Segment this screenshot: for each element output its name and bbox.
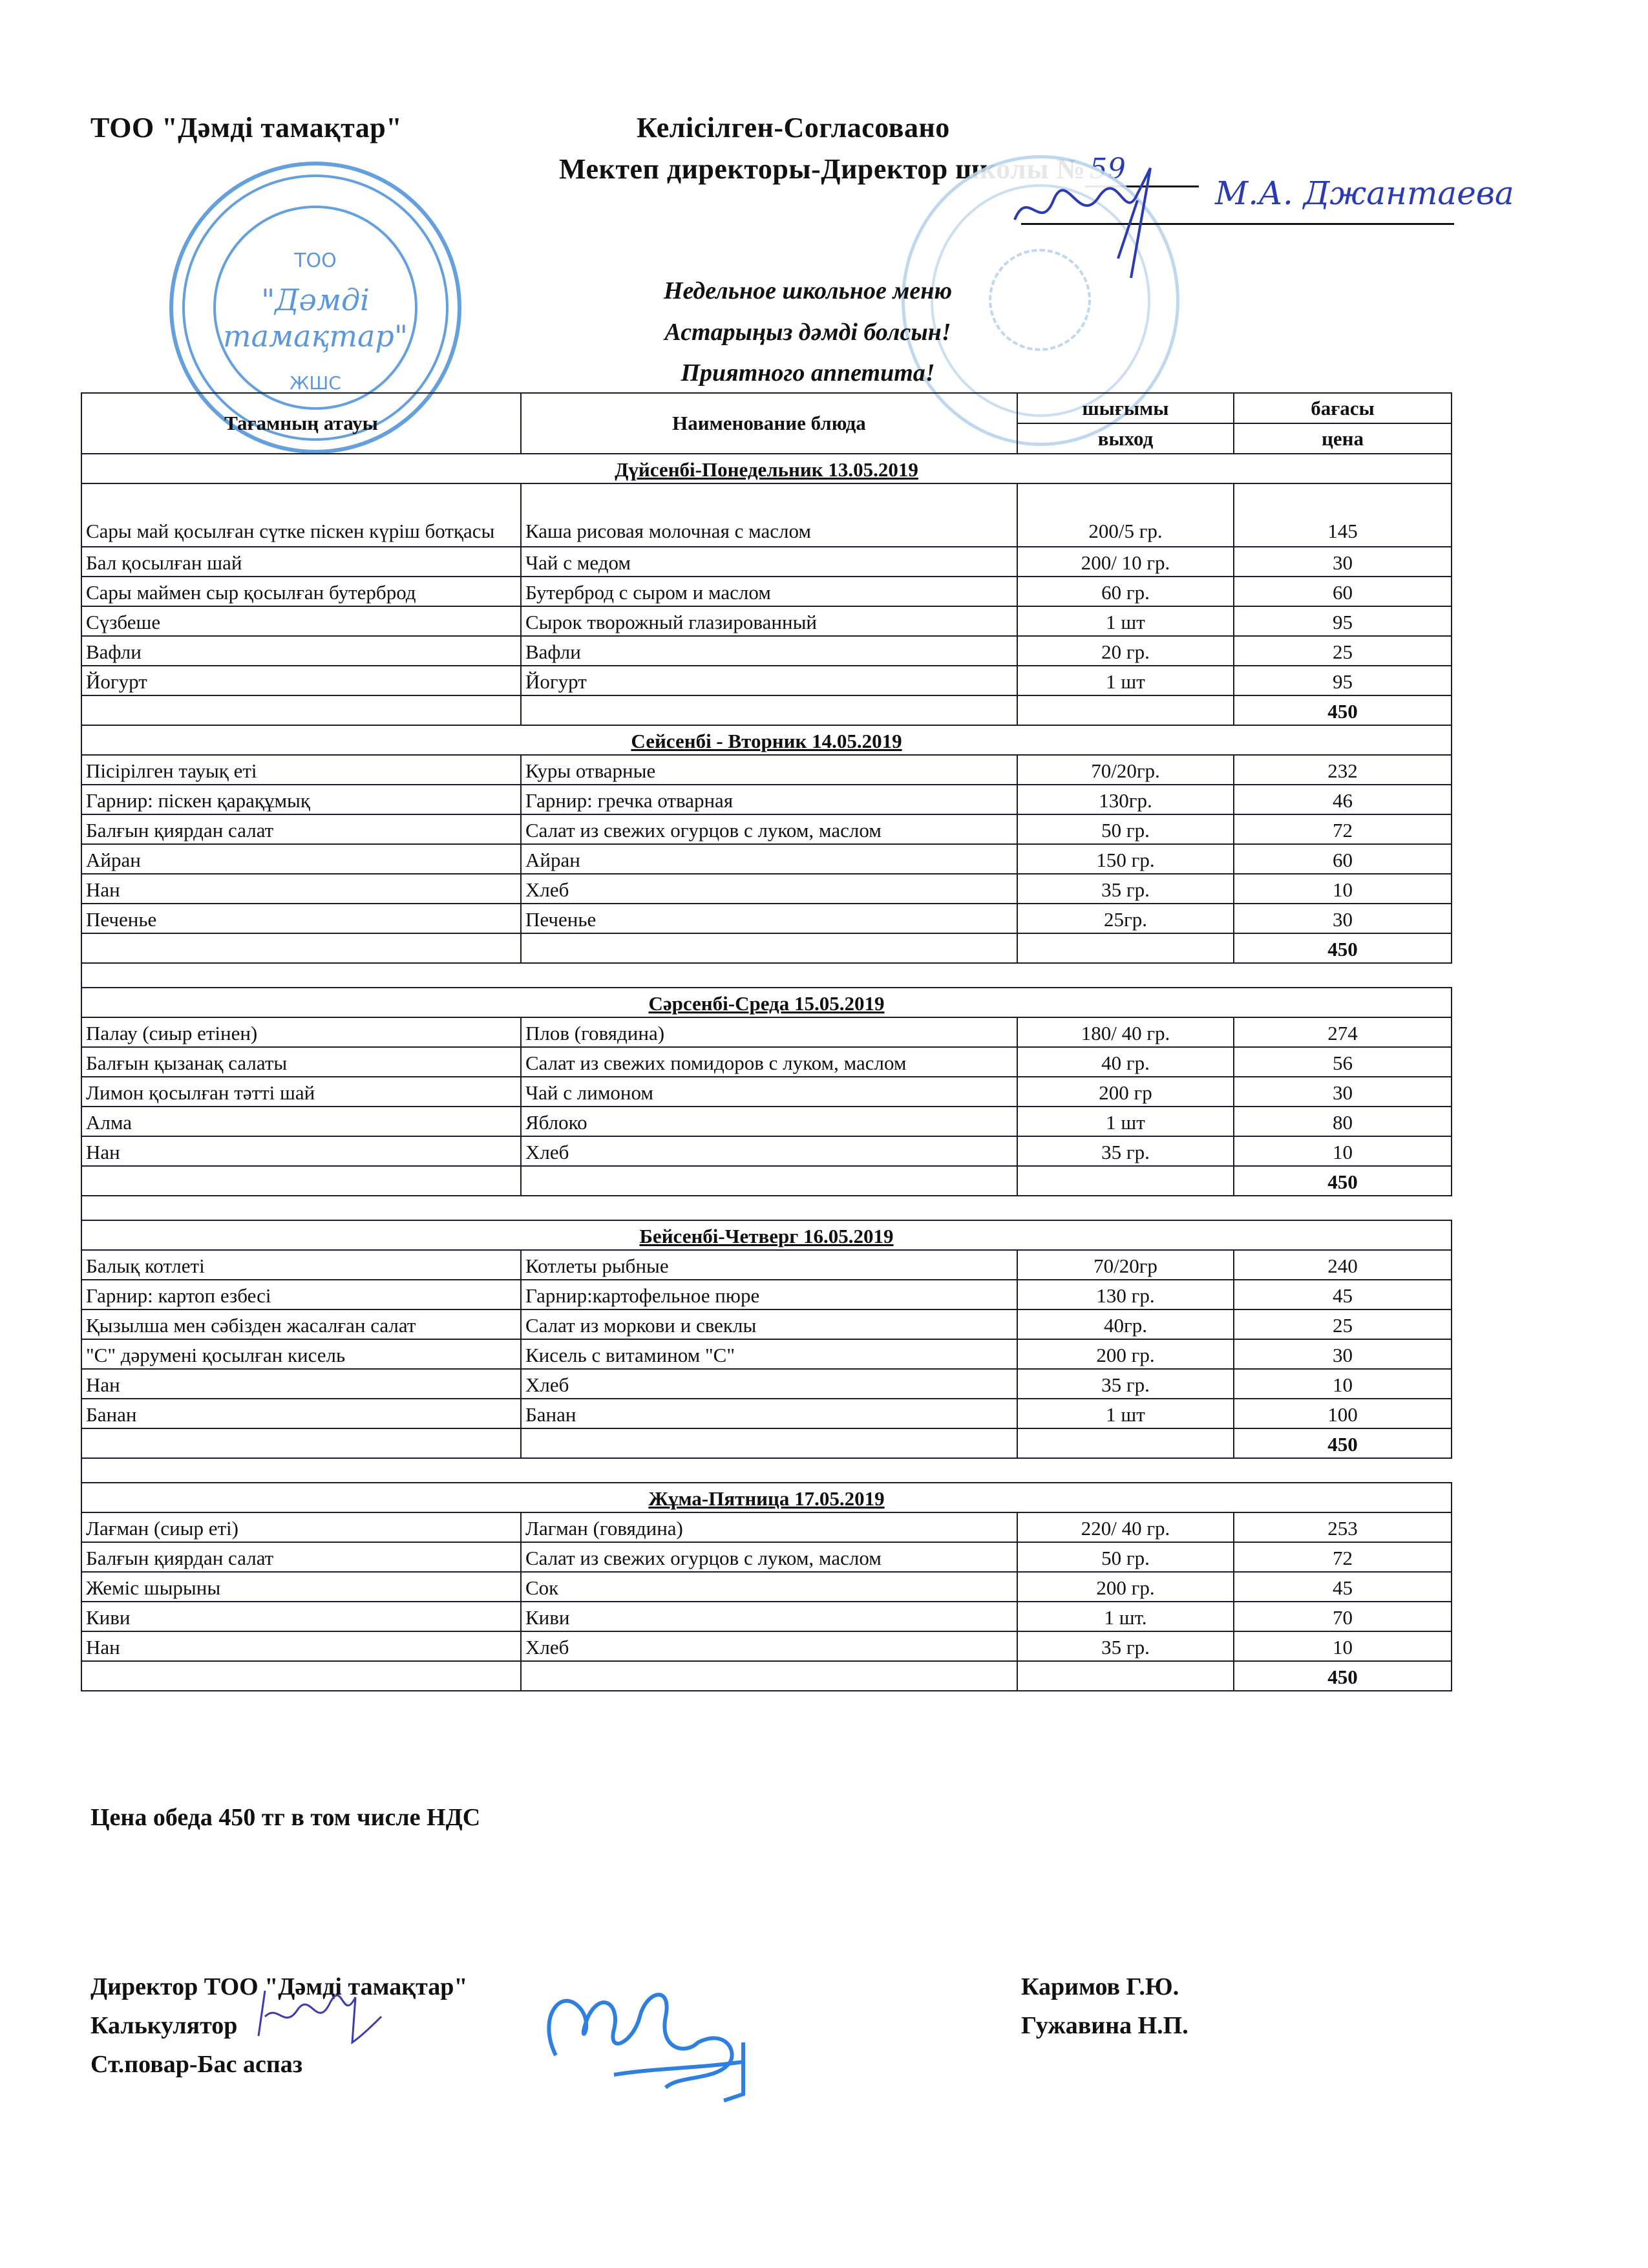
table-row [81, 606, 1452, 636]
table-row [81, 1309, 1452, 1339]
dish-name-ru: Кисель с витамином "С" [521, 1339, 1017, 1369]
table-row [81, 577, 1452, 606]
day-title: Дүйсенбі-Понедельник 13.05.2019 [615, 458, 918, 481]
dish-name-kk: Йогурт [81, 666, 521, 695]
total-row [81, 695, 1452, 725]
stamp-middle-text [173, 282, 458, 354]
dish-name-kk: "С" дәрумені қосылған кисель [81, 1339, 521, 1369]
table-row [81, 874, 1452, 904]
total-row [81, 1428, 1452, 1458]
dish-price: 25 [1234, 1309, 1452, 1339]
day-total-price: 450 [1234, 1166, 1452, 1196]
dish-name-kk: Нан [81, 1369, 521, 1399]
dish-name-ru: Киви [521, 1602, 1017, 1631]
dish-price: 10 [1234, 1136, 1452, 1166]
day-title: Сейсенбі - Вторник 14.05.2019 [631, 730, 902, 752]
total-empty-3 [1017, 1166, 1234, 1196]
dish-name-ru: Айран [521, 844, 1017, 874]
dish-name-kk: Киви [81, 1602, 521, 1631]
dish-name-ru: Хлеб [521, 1631, 1017, 1661]
dish-price: 274 [1234, 1017, 1452, 1047]
dish-yield: 50 гр. [1017, 1542, 1234, 1572]
dish-yield: 1 шт. [1017, 1602, 1234, 1631]
dish-price: 30 [1234, 904, 1452, 933]
dish-name-kk: Балғын қиярдан салат [81, 1542, 521, 1572]
day-header-cell [81, 1483, 1452, 1512]
dish-yield: 70/20гр [1017, 1250, 1234, 1280]
total-empty-3 [1017, 695, 1234, 725]
dish-yield: 130гр. [1017, 785, 1234, 814]
table-header-row [81, 393, 1452, 423]
dish-price: 72 [1234, 814, 1452, 844]
dish-name-ru: Чай с медом [521, 547, 1017, 577]
director-company-signature-icon [536, 1978, 795, 2107]
dish-name-ru: Хлеб [521, 1369, 1017, 1399]
table-row [81, 785, 1452, 814]
day-total-price: 450 [1234, 1661, 1452, 1691]
total-empty-1 [81, 1166, 521, 1196]
dish-name-kk: Қызылша мен сәбізден жасалған салат [81, 1309, 521, 1339]
day-header-row [81, 988, 1452, 1017]
dish-name-kk: Айран [81, 844, 521, 874]
day-gap [81, 1458, 1452, 1483]
total-row [81, 1661, 1452, 1691]
menu-title: Недельное школьное меню [663, 277, 953, 304]
dish-yield: 200/ 10 гр. [1017, 547, 1234, 577]
dish-name-ru: Салат из свежих огурцов с луком, маслом [521, 1542, 1017, 1572]
dish-price: 30 [1234, 547, 1452, 577]
table-row [81, 1017, 1452, 1047]
dish-price: 145 [1234, 483, 1452, 547]
table-row [81, 1631, 1452, 1661]
col-header-price-ru: цена [1234, 423, 1452, 454]
dish-name-ru: Печенье [521, 904, 1017, 933]
school-number: 59 [1085, 153, 1199, 187]
total-empty-1 [81, 1428, 521, 1458]
total-empty-3 [1017, 933, 1234, 963]
table-row [81, 636, 1452, 666]
stamp-middle-line2: тамақтар" [222, 319, 408, 354]
dish-yield: 200/5 гр. [1017, 483, 1234, 547]
dish-yield: 35 гр. [1017, 1631, 1234, 1661]
day-title: Сәрсенбі-Среда 15.05.2019 [648, 992, 885, 1015]
table-row [81, 1280, 1452, 1309]
dish-price: 72 [1234, 1542, 1452, 1572]
table-row [81, 1107, 1452, 1136]
dish-price: 10 [1234, 1631, 1452, 1661]
day-header-cell [81, 454, 1452, 483]
dish-price: 45 [1234, 1572, 1452, 1602]
dish-price: 25 [1234, 636, 1452, 666]
dish-yield: 40 гр. [1017, 1047, 1234, 1077]
dish-name-kk: Жеміс шырыны [81, 1572, 521, 1602]
table-row [81, 483, 1452, 547]
stamp-top-text: ТОО [294, 249, 337, 272]
dish-yield: 20 гр. [1017, 636, 1234, 666]
dish-name-kk: Палау (сиыр етінен) [81, 1017, 521, 1047]
table-row [81, 1047, 1452, 1077]
calculator-signature-icon [246, 1978, 388, 2055]
table-row [81, 814, 1452, 844]
gap-cell [81, 1458, 1452, 1483]
signatory-role-chef: Ст.повар-Бас аспаз [90, 2051, 303, 2078]
dish-name-kk: Лағман (сиыр еті) [81, 1512, 521, 1542]
dish-yield: 1 шт [1017, 1107, 1234, 1136]
gap-cell [81, 1196, 1452, 1220]
price-note: Цена обеда 450 тг в том числе НДС [90, 1804, 481, 1831]
dish-name-kk: Вафли [81, 636, 521, 666]
total-empty-1 [81, 1661, 521, 1691]
dish-name-ru: Гарнир: гречка отварная [521, 785, 1017, 814]
table-row [81, 1077, 1452, 1107]
dish-yield: 70/20гр. [1017, 755, 1234, 785]
dish-name-ru: Гарнир:картофельное пюре [521, 1280, 1017, 1309]
director-signature-name: М.А. Джантаева [1215, 175, 1514, 212]
signatory-role-calculator: Калькулятор [90, 2012, 238, 2039]
dish-name-kk: Лимон қосылған тәтті шай [81, 1077, 521, 1107]
dish-yield: 35 гр. [1017, 874, 1234, 904]
table-row [81, 1399, 1452, 1428]
stamp-middle-line1: "Дәмді [261, 282, 370, 317]
total-row [81, 1166, 1452, 1196]
dish-name-ru: Салат из свежих помидоров с луком, маслом [521, 1047, 1017, 1077]
table-row [81, 547, 1452, 577]
table-row [81, 666, 1452, 695]
signatory-name-calculator: Гужавина Н.П. [1021, 2012, 1188, 2039]
dish-name-kk: Бал қосылған шай [81, 547, 521, 577]
day-total-price: 450 [1234, 695, 1452, 725]
dish-price: 46 [1234, 785, 1452, 814]
total-empty-2 [521, 695, 1017, 725]
dish-yield: 200 гр. [1017, 1339, 1234, 1369]
approval-label: Келісілген-Согласовано [637, 112, 950, 143]
dish-yield: 60 гр. [1017, 577, 1234, 606]
dish-yield: 220/ 40 гр. [1017, 1512, 1234, 1542]
dish-name-ru: Вафли [521, 636, 1017, 666]
dish-name-kk: Нан [81, 874, 521, 904]
table-row [81, 1136, 1452, 1166]
day-total-price: 450 [1234, 1428, 1452, 1458]
day-title: Жұма-Пятница 17.05.2019 [648, 1487, 885, 1510]
total-empty-3 [1017, 1661, 1234, 1691]
menu-greeting-kk: Астарыңыз дәмді болсын! [664, 319, 951, 346]
dish-price: 45 [1234, 1280, 1452, 1309]
dish-name-ru: Хлеб [521, 874, 1017, 904]
dish-price: 95 [1234, 606, 1452, 636]
dish-name-ru: Сок [521, 1572, 1017, 1602]
dish-name-kk: Пісірілген тауық еті [81, 755, 521, 785]
dish-name-kk: Балғын қиярдан салат [81, 814, 521, 844]
col-header-ru-name: Наименование блюда [521, 393, 1017, 454]
total-empty-2 [521, 933, 1017, 963]
signatory-role-director: Директор ТОО "Дәмді тамақтар" [90, 1973, 468, 2000]
dish-name-kk: Банан [81, 1399, 521, 1428]
table-row [81, 1572, 1452, 1602]
day-header-row [81, 1220, 1452, 1250]
day-header-row [81, 725, 1452, 755]
dish-name-ru: Чай с лимоном [521, 1077, 1017, 1107]
company-name: ТОО "Дәмді тамақтар" [90, 112, 403, 143]
dish-yield: 1 шт [1017, 666, 1234, 695]
dish-name-ru: Яблоко [521, 1107, 1017, 1136]
dish-price: 70 [1234, 1602, 1452, 1631]
dish-name-ru: Лагман (говядина) [521, 1512, 1017, 1542]
dish-price: 10 [1234, 874, 1452, 904]
dish-price: 100 [1234, 1399, 1452, 1428]
total-empty-2 [521, 1661, 1017, 1691]
dish-name-ru: Куры отварные [521, 755, 1017, 785]
total-empty-1 [81, 695, 521, 725]
dish-yield: 200 гр. [1017, 1572, 1234, 1602]
signatory-name-director: Каримов Г.Ю. [1021, 1973, 1179, 2000]
total-empty-3 [1017, 1428, 1234, 1458]
dish-yield: 40гр. [1017, 1309, 1234, 1339]
table-row [81, 904, 1452, 933]
dish-name-ru: Котлеты рыбные [521, 1250, 1017, 1280]
table-row [81, 844, 1452, 874]
dish-name-ru: Хлеб [521, 1136, 1017, 1166]
dish-yield: 35 гр. [1017, 1369, 1234, 1399]
dish-yield: 50 гр. [1017, 814, 1234, 844]
day-header-cell [81, 725, 1452, 755]
day-header-cell [81, 988, 1452, 1017]
table-row [81, 1542, 1452, 1572]
dish-price: 95 [1234, 666, 1452, 695]
dish-price: 253 [1234, 1512, 1452, 1542]
dish-name-ru: Салат из моркови и свеклы [521, 1309, 1017, 1339]
col-header-yield-ru: выход [1017, 423, 1234, 454]
dish-yield: 150 гр. [1017, 844, 1234, 874]
dish-yield: 1 шт [1017, 1399, 1234, 1428]
dish-name-kk: Гарнир: картоп езбесі [81, 1280, 521, 1309]
dish-price: 232 [1234, 755, 1452, 785]
dish-name-ru: Плов (говядина) [521, 1017, 1017, 1047]
col-header-kk-name: Тағамның атауы [81, 393, 521, 454]
dish-price: 30 [1234, 1339, 1452, 1369]
dish-price: 80 [1234, 1107, 1452, 1136]
table-row [81, 1369, 1452, 1399]
dish-yield: 35 гр. [1017, 1136, 1234, 1166]
dish-name-kk: Алма [81, 1107, 521, 1136]
dish-name-kk: Печенье [81, 904, 521, 933]
menu-greeting-ru: Приятного аппетита! [681, 359, 935, 387]
dish-name-kk: Сары маймен сыр қосылған бутерброд [81, 577, 521, 606]
day-header-cell [81, 1220, 1452, 1250]
gap-cell [81, 963, 1452, 988]
dish-price: 60 [1234, 577, 1452, 606]
col-header-yield-kk: шығымы [1017, 393, 1234, 423]
total-empty-1 [81, 933, 521, 963]
school-director-text: Мектеп директоры-Директор школы № [559, 153, 1086, 185]
total-empty-2 [521, 1428, 1017, 1458]
day-header-row [81, 1483, 1452, 1512]
dish-price: 56 [1234, 1047, 1452, 1077]
dish-name-ru: Каша рисовая молочная с маслом [521, 483, 1017, 547]
dish-name-ru: Сырок творожный глазированный [521, 606, 1017, 636]
dish-yield: 180/ 40 гр. [1017, 1017, 1234, 1047]
day-gap [81, 1196, 1452, 1220]
dish-price: 10 [1234, 1369, 1452, 1399]
dish-price: 60 [1234, 844, 1452, 874]
dish-price: 30 [1234, 1077, 1452, 1107]
col-header-price-kk: бағасы [1234, 393, 1452, 423]
dish-name-ru: Йогурт [521, 666, 1017, 695]
dish-price: 240 [1234, 1250, 1452, 1280]
dish-name-ru: Банан [521, 1399, 1017, 1428]
total-row [81, 933, 1452, 963]
table-row [81, 755, 1452, 785]
dish-name-kk: Балық котлеті [81, 1250, 521, 1280]
day-title: Бейсенбі-Четверг 16.05.2019 [639, 1225, 894, 1247]
stamp-bottom-text: ЖШС [290, 372, 341, 394]
dish-yield: 1 шт [1017, 606, 1234, 636]
dish-name-kk: Сары май қосылған сүтке піскен күріш ботқасы [81, 483, 521, 547]
dish-yield: 130 гр. [1017, 1280, 1234, 1309]
day-total-price: 450 [1234, 933, 1452, 963]
table-row [81, 1602, 1452, 1631]
total-empty-2 [521, 1166, 1017, 1196]
dish-name-kk: Нан [81, 1631, 521, 1661]
dish-name-kk: Сүзбеше [81, 606, 521, 636]
dish-yield: 200 гр [1017, 1077, 1234, 1107]
dish-name-kk: Балғын қызанақ салаты [81, 1047, 521, 1077]
dish-name-ru: Салат из свежих огурцов с луком, маслом [521, 814, 1017, 844]
dish-yield: 25гр. [1017, 904, 1234, 933]
menu-table [81, 392, 1452, 1691]
dish-name-kk: Нан [81, 1136, 521, 1166]
day-gap [81, 963, 1452, 988]
dish-name-kk: Гарнир: піскен қарақұмық [81, 785, 521, 814]
dish-name-ru: Бутерброд с сыром и маслом [521, 577, 1017, 606]
table-row [81, 1250, 1452, 1280]
table-row [81, 1339, 1452, 1369]
table-row [81, 1512, 1452, 1542]
day-header-row [81, 454, 1452, 483]
